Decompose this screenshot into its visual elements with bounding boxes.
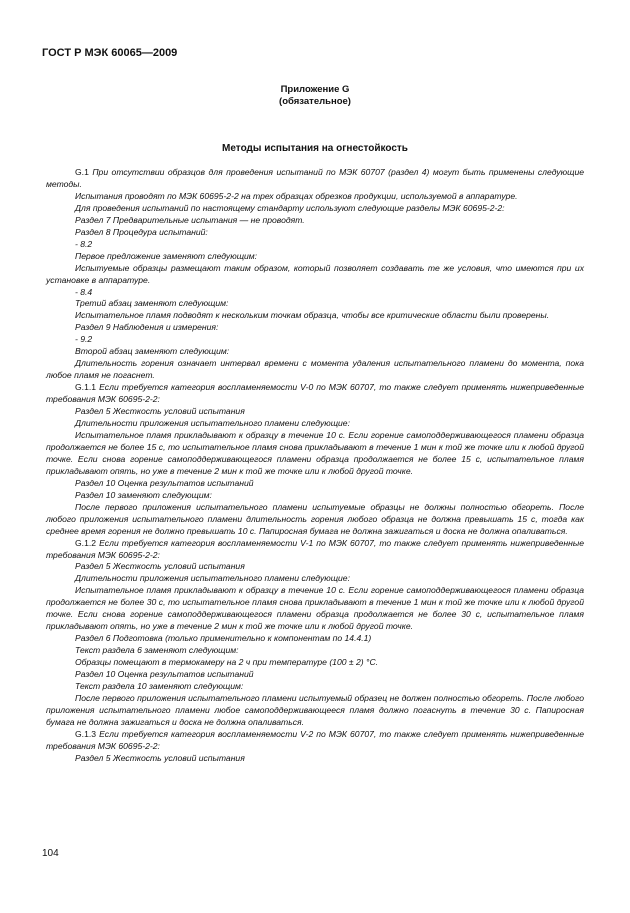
paragraph [46, 263, 584, 287]
paragraph-text: Испытуемые образцы размещают таким образом, который позволяет создавать те же условия, что имеются при их установке в аппаратуре. [46, 262, 584, 285]
paragraph [46, 753, 584, 765]
clause-number: G.1.3 [75, 728, 97, 739]
paragraph [46, 322, 584, 334]
clause-number: G.1 [75, 167, 89, 177]
paragraph-text: Раздел 10 заменяют следующим: [75, 489, 212, 500]
paragraph [46, 669, 584, 681]
paragraph-text: Образцы помещают в термокамеру на 2 ч при температуре (100 ± 2) °С. [75, 657, 379, 668]
paragraph [46, 633, 584, 645]
paragraph-text: Раздел 5 Жесткость условий испытания [75, 406, 245, 417]
paragraph [46, 358, 584, 382]
paragraph [46, 561, 584, 573]
paragraph [46, 334, 584, 346]
paragraph [46, 239, 584, 251]
section-title: Методы испытания на огнестойкость [222, 143, 408, 154]
paragraph [46, 573, 584, 585]
paragraph-text: - 8.4 [75, 286, 93, 297]
paragraph [46, 478, 584, 490]
paragraph-text: Испытательное пламя подводят к нескольким точкам образца, чтобы все критические области были проверены. [75, 310, 550, 321]
standard-header: ГОСТ Р МЭК 60065—2009 [42, 47, 178, 59]
paragraph [46, 729, 584, 753]
paragraph-text: Испытательное пламя прикладывают к образцу в течение 10 с. Если горение самоподдерживающегося пламени образца продолжается не более 15 с, то испытательное пламя снова прикладывают в течение 1 мин к той же точке или к любой другой точке. Если снова горение самоподдерживающегося пламени образца продолжается не более 15 с, испытательное пламя прикладывают опять, но уже в течение 2 мин к той же точке или к любой другой точке. [46, 429, 584, 476]
paragraph [46, 298, 584, 310]
paragraph [46, 167, 584, 191]
paragraph [46, 585, 584, 633]
paragraph [46, 538, 584, 562]
paragraph [46, 287, 584, 299]
paragraph [46, 215, 584, 227]
paragraph [46, 203, 584, 215]
paragraph-text: Раздел 6 Подготовка (только применительно к компонентам по 14.4.1) [75, 633, 372, 644]
paragraph-text: Если требуется категория воспламеняемости V-2 по МЭК 60707, то также следует применять нижеприведенные требования МЭК 60695-2-2: [46, 728, 584, 751]
paragraph-text: Раздел 10 Оценка результатов испытаний [75, 477, 254, 488]
paragraph [46, 406, 584, 418]
annex-title: Приложение G [280, 84, 350, 95]
paragraph-text: Раздел 9 Наблюдения и измерения: [75, 322, 219, 333]
body-text [46, 167, 584, 765]
paragraph-text: - 8.2 [75, 238, 93, 249]
paragraph [46, 430, 584, 478]
paragraph [46, 645, 584, 657]
paragraph-text: Если требуется категория воспламеняемости V-1 по МЭК 60707, то также следует применять нижеприведенные требования МЭК 60695-2-2: [46, 537, 584, 560]
paragraph-text: Раздел 5 Жесткость условий испытания [75, 752, 245, 763]
paragraph-text: Текст раздела 10 заменяют следующим: [75, 680, 244, 691]
paragraph-text: Длительность горения означает интервал времени с момента удаления испытательного пламени до момента, пока любое пламя не погаснет. [46, 358, 584, 381]
paragraph [46, 310, 584, 322]
annex-status: (обязательное) [279, 96, 351, 107]
paragraph-text: Раздел 7 Предварительные испытания — не проводят. [75, 214, 305, 225]
paragraph [46, 191, 584, 203]
paragraph-text: Испытательное пламя прикладывают к образцу в течение 10 с. Если горение самоподдерживающегося пламени образца продолжается не более 30 с, то испытательное пламя снова прикладывают в течение 1 мин к той же точке или к любой другой точке. Если снова горение самоподдерживающегося пламени образца продолжается не более 30 с, испытательное пламя прикладывают опять, но уже в течение 2 мин к той же точке или к любой другой точке. [46, 585, 584, 632]
paragraph-text: При отсутствии образцов для проведения испытаний по МЭК 60707 (раздел 4) могут быть применены следующие методы. [46, 167, 584, 189]
paragraph-text: Раздел 5 Жесткость условий испытания [75, 561, 245, 572]
paragraph-text: Испытания проводят по МЭК 60695-2-2 на трех образцах обрезков продукции, используемой в аппаратуре. [75, 190, 518, 201]
paragraph [46, 657, 584, 669]
paragraph [46, 346, 584, 358]
paragraph [46, 382, 584, 406]
paragraph-text: Раздел 10 Оценка результатов испытаний [75, 669, 254, 680]
paragraph-text: Раздел 8 Процедура испытаний: [75, 226, 208, 237]
paragraph [46, 227, 584, 239]
paragraph-text: Длительности приложения испытательного пламени следующие: [75, 418, 350, 429]
paragraph-text: Текст раздела 6 заменяют следующим: [75, 645, 239, 656]
paragraph-text: - 9.2 [75, 334, 93, 345]
paragraph [46, 490, 584, 502]
paragraph-text: После первого приложения испытательного пламени испытуемый образец не должен полностью обгореть. После любого приложения испытательного пламени любое самоподдерживающееся пламя должно погаснуть в течение 30 с. Папиросная бумага не должна зажигаться и доска не должна опаливаться. [46, 692, 584, 727]
paragraph [46, 681, 584, 693]
paragraph [46, 502, 584, 538]
paragraph-text: После первого приложения испытательного пламени испытуемые образцы не должны полностью обгореть. После любого приложения испытательного пламени длительность горения любого образца не должна превышать 15 с, тогда как среднее время горения не должно превышать 10 с. Папиросная бумага не должна зажигаться и доска не должна опаливаться. [46, 501, 584, 536]
page-number: 104 [42, 848, 59, 859]
paragraph-text: Третий абзац заменяют следующим: [75, 298, 229, 309]
paragraph [46, 418, 584, 430]
clause-number: G.1.2 [75, 537, 97, 548]
paragraph-text: Если требуется категория воспламеняемости V-0 по МЭК 60707, то также следует применять нижеприведенные требования МЭК 60695-2-2: [46, 382, 584, 405]
paragraph-text: Для проведения испытаний по настоящему стандарту используют следующие разделы МЭК 60695-2-2: [75, 202, 505, 213]
paragraph-text: Второй абзац заменяют следующим: [75, 346, 230, 357]
clause-number: G.1.1 [75, 382, 97, 393]
paragraph [46, 693, 584, 729]
paragraph-text: Длительности приложения испытательного пламени следующие: [75, 573, 350, 584]
paragraph [46, 251, 584, 263]
paragraph-text: Первое предложение заменяют следующим: [75, 250, 258, 261]
